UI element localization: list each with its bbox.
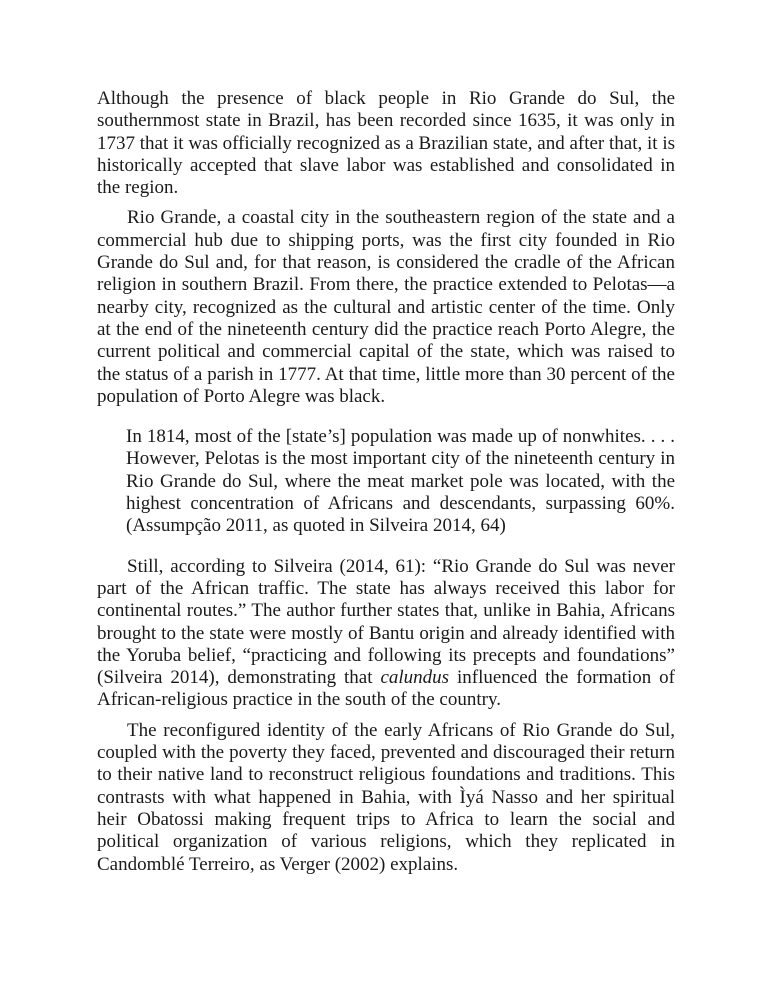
paragraph-silveira — [97, 556, 675, 712]
paragraph-silveira-text-after: influenced the formation of African-religious practice in the south of the country. — [97, 667, 675, 711]
paragraph-intro: Although the presence of black people in Rio Grande do Sul, the southernmost state in Brazil, has been recorded since 1635, it was only in 1737 that it was officially recognized as a Brazilian state, and after that, it is historically accepted that slave labor was established and consolidated in the region. — [97, 88, 675, 199]
block-quote: In 1814, most of the [state’s] population was made up of nonwhites. . . . However, Pelotas is the most important city of the nineteenth century in Rio Grande do Sul, where the meat market pole was located, with the highest concentration of Africans and descendants, surpassing 60%. (Assumpção 2011, as quoted in Silveira 2014, 64) — [126, 426, 675, 537]
paragraph-identity-text-after: as Verger (2002) explains. — [254, 853, 459, 875]
paragraph-silveira-italic-term: calundus — [380, 667, 450, 689]
document-page — [97, 88, 675, 876]
paragraph-identity-text-before: The reconfigured identity of the early Africans of Rio Grande do Sul, coupled with the poverty they faced, prevented and discouraged their return to their native land to reconstruct religious foundations and traditions. This contrasts with what happened in Bahia, with Ìyá Nasso and her spiritual heir Obatossi making frequent trips to Africa to learn the social and political organization of various religions, which they replicated in Candomblé Terreiro — [97, 719, 675, 875]
paragraph-rio-grande: Rio Grande, a coastal city in the southeastern region of the state and a commercial hub due to shipping ports, was the first city founded in Rio Grande do Sul and, for that reason, is considered the cradle of the African religion in southern Brazil. From there, the practice extended to Pelotas—a nearby city, recognized as the cultural and artistic center of the time. Only at the end of the nineteenth century did the practice reach Porto Alegre, the current political and commercial capital of the state, which was raised to the status of a parish in 1777. At that time, little more than 30 percent of the population of Porto Alegre was black. — [97, 207, 675, 407]
paragraph-silveira-text-before: Still, according to Silveira (2014, 61): “Rio Grande do Sul was never part of the African traffic. The state has always received this labor for continental routes.” The author further states that, unlike in Bahia, Africans brought to the state were mostly of Bantu origin and already identified with the Yoruba belief, “practicing and following its precepts and foundations” (Silveira 2014), demonstrating that — [97, 555, 675, 689]
paragraph-reconfigured-identity — [97, 720, 675, 876]
paragraph-identity-italic-comma: , — [249, 853, 255, 875]
